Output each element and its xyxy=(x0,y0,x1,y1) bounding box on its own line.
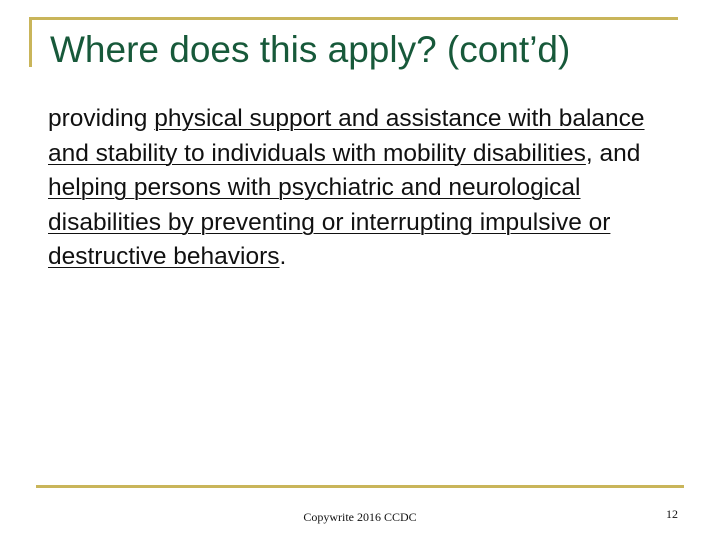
body-segment-underlined: physical support and assistance with balance and stability to individuals with mobility disabilities xyxy=(48,105,645,167)
body-paragraph xyxy=(48,102,678,275)
body-segment-underlined: helping persons with psychiatric and neurological disabilities by preventing or interrupting impulsive or destructive behaviors xyxy=(48,174,611,270)
body-segment: . xyxy=(279,243,287,270)
body-segment: , and xyxy=(585,139,641,167)
left-rule xyxy=(29,17,32,67)
bottom-rule xyxy=(36,485,684,488)
page-number: 12 xyxy=(666,507,678,521)
body-segment: providing xyxy=(48,105,155,132)
top-rule xyxy=(29,17,678,20)
slide-title: Where does this apply? (cont’d) xyxy=(50,29,571,70)
footer-copyright: Copywrite 2016 CCDC xyxy=(303,510,417,524)
